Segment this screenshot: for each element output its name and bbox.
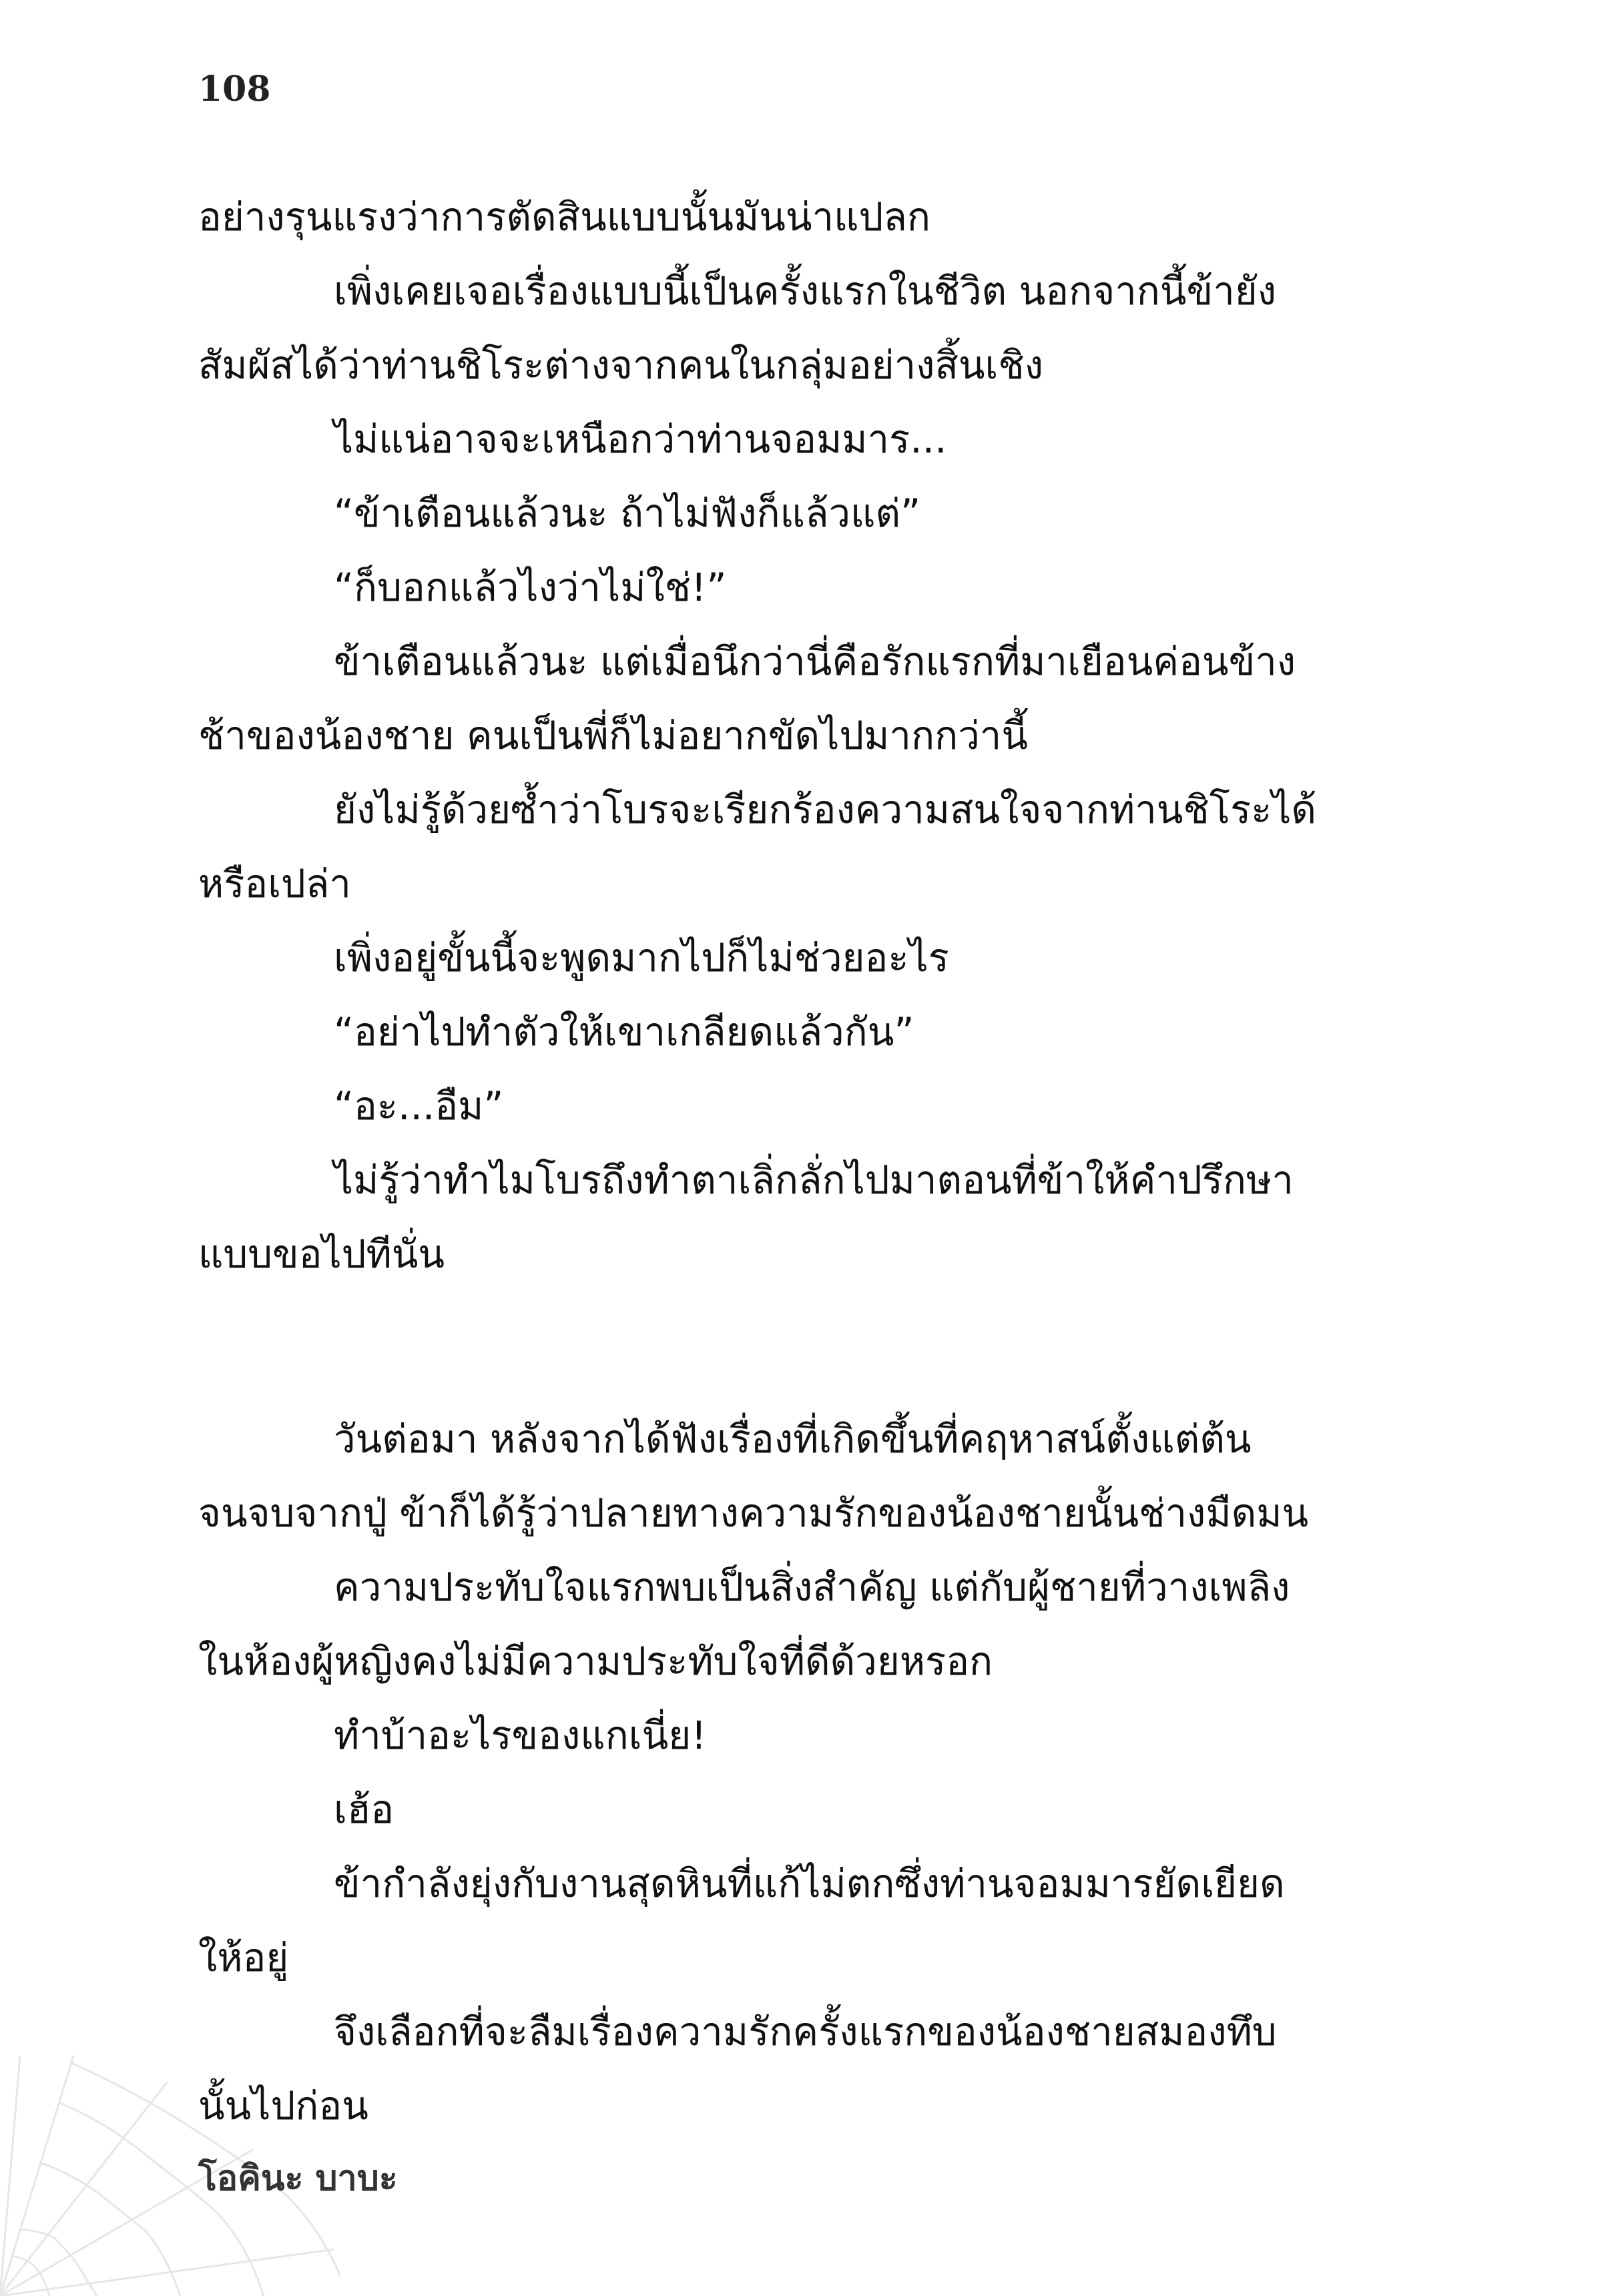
text-line: ในห้องผู้หญิงคงไม่มีความประทับใจที่ดีด้วยหรอก (198, 1639, 993, 1684)
text-line: ยังไม่รู้ด้วยซ้ำว่าโบรจะเรียกร้องความสนใจจากท่านชิโระได้ (334, 787, 1317, 832)
text-line: ทำบ้าอะไรของแกเนี่ย! (334, 1713, 707, 1758)
text-line: ไม่รู้ว่าทำไมโบรถึงทำตาเลิ่กลั่กไปมาตอนที่ข้าให้คำปรึกษา (334, 1157, 1294, 1203)
text-line: จึงเลือกที่จะลืมเรื่องความรักครั้งแรกของน้องชายสมองทึบ (334, 2009, 1277, 2054)
text-block-before-break (198, 180, 1416, 1292)
author-name: โอคินะ บาบะ (198, 2159, 398, 2199)
text-line: ให้อยู่ (198, 1935, 289, 1980)
text-line: ข้ากำลังยุ่งกับงานสุดหินที่แก้ไม่ตกซึ่งท่านจอมมารยัดเยียด (334, 1861, 1285, 1906)
text-line: วันต่อมา หลังจากได้ฟังเรื่องที่เกิดขึ้นที่คฤหาสน์ตั้งแต่ต้น (334, 1416, 1252, 1462)
text-line: ข้าเตือนแล้วนะ แต่เมื่อนึกว่านี่คือรักแรกที่มาเยือนค่อนข้าง (334, 639, 1296, 684)
text-line: แบบขอไปทีนั่น (198, 1231, 445, 1277)
text-line: “อย่าไปทำตัวให้เขาเกลียดแล้วกัน” (334, 1009, 914, 1055)
body-text (198, 180, 1416, 2143)
text-line: “ข้าเตือนแล้วนะ ถ้าไม่ฟังก็แล้วแต่” (334, 491, 921, 536)
text-line: ไม่แน่อาจจะเหนือกว่าท่านจอมมาร... (334, 416, 947, 462)
text-line: หรือเปล่า (198, 861, 351, 906)
page-number: 108 (198, 69, 271, 109)
text-line: “อะ...อืม” (334, 1083, 504, 1129)
scene-break (198, 1292, 1416, 1402)
text-block-after-break (198, 1402, 1416, 2143)
text-line: เฮ้อ (334, 1787, 394, 1832)
text-line: สัมผัสได้ว่าท่านชิโระต่างจากคนในกลุ่มอย่างสิ้นเชิง (198, 342, 1044, 388)
text-line: เพิ่งเคยเจอเรื่องแบบนี้เป็นครั้งแรกในชีวิต นอกจากนี้ข้ายัง (334, 268, 1277, 314)
text-line: “ก็บอกแล้วไงว่าไม่ใช่!” (334, 565, 727, 610)
text-line: ช้าของน้องชาย คนเป็นพี่ก็ไม่อยากขัดไปมากกว่านี้ (198, 713, 1029, 758)
text-line: จนจบจากปู่ ข้าก็ได้รู้ว่าปลายทางความรักของน้องชายนั้นช่างมืดมน (198, 1490, 1309, 1536)
text-line: เพิ่งอยู่ขั้นนี้จะพูดมากไปก็ไม่ช่วยอะไร (334, 935, 949, 980)
text-line: นั้นไปก่อน (198, 2083, 368, 2128)
text-line: อย่างรุนแรงว่าการตัดสินแบบนั้นมันน่าแปลก (198, 194, 930, 240)
text-line: ความประทับใจแรกพบเป็นสิ่งสำคัญ แต่กับผู้ชายที่วางเพลิง (334, 1564, 1290, 1610)
